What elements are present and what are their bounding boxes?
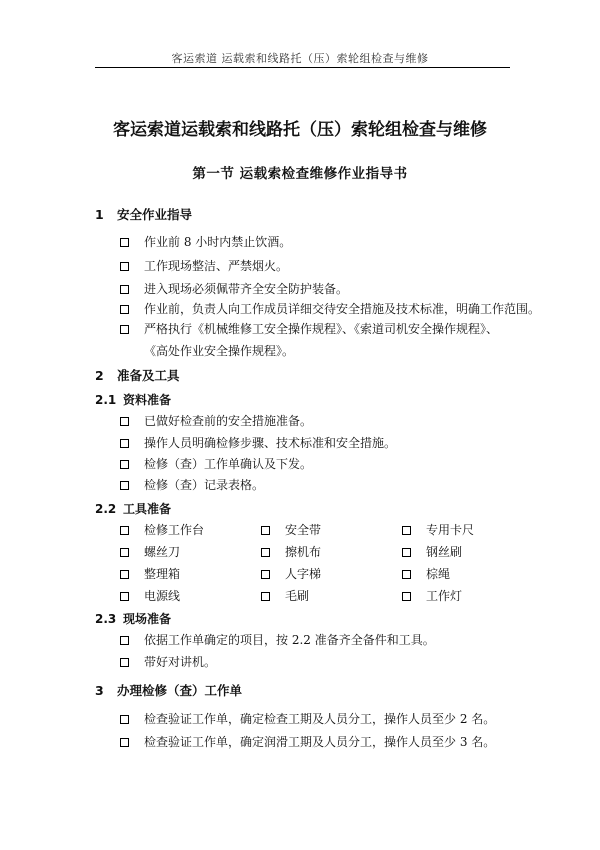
- checkbox-icon: [120, 526, 129, 535]
- header-rule: [95, 67, 510, 68]
- checkbox-icon: [120, 238, 129, 247]
- section-number: 3: [95, 683, 104, 698]
- subsection-number: 2.3: [95, 612, 117, 626]
- section-number: 1: [95, 207, 104, 222]
- checkbox-icon: [120, 262, 129, 271]
- subsection-title: 现场准备: [123, 612, 172, 626]
- subsection-2-2-heading: [95, 500, 171, 517]
- section-title: 安全作业指导: [117, 207, 193, 222]
- section-title: 办理检修（查）工作单: [117, 683, 243, 698]
- checkbox-icon: [120, 592, 129, 601]
- checkbox-icon: [120, 481, 129, 490]
- checkbox-icon: [120, 636, 129, 645]
- checkbox-icon: [261, 526, 270, 535]
- section-1-heading: [95, 205, 192, 223]
- checkbox-icon: [402, 548, 411, 557]
- checkbox-icon: [402, 570, 411, 579]
- subsection-title: 工具准备: [123, 502, 172, 516]
- document-title: 客运索道运载索和线路托（压）索轮组检查与维修: [113, 120, 487, 140]
- section-3-heading: [95, 681, 242, 699]
- section-number: 2: [95, 368, 104, 383]
- checkbox-icon: [120, 548, 129, 557]
- section-title: 准备及工具: [117, 368, 180, 383]
- checkbox-icon: [261, 592, 270, 601]
- subsection-title: 资料准备: [123, 393, 172, 407]
- section-2-heading: [95, 366, 180, 384]
- checkbox-icon: [120, 570, 129, 579]
- checkbox-icon: [120, 658, 129, 667]
- section-subtitle: 第一节 运载索检查维修作业指导书: [192, 166, 408, 182]
- header-text: 客运索道 运载索和线路托（压）索轮组检查与维修: [171, 52, 429, 65]
- checkbox-icon: [261, 548, 270, 557]
- subsection-number: 2.2: [95, 502, 117, 516]
- subsection-2-3-heading: [95, 610, 171, 627]
- checkbox-icon: [120, 325, 129, 334]
- checkbox-icon: [120, 738, 129, 747]
- checkbox-icon: [120, 439, 129, 448]
- checkbox-icon: [261, 570, 270, 579]
- checkbox-icon: [120, 460, 129, 469]
- checkbox-icon: [120, 285, 129, 294]
- checkbox-icon: [120, 305, 129, 314]
- checkbox-icon: [402, 592, 411, 601]
- checkbox-icon: [402, 526, 411, 535]
- subsection-2-1-heading: [95, 391, 171, 408]
- checkbox-icon: [120, 715, 129, 724]
- checkbox-icon: [120, 417, 129, 426]
- subsection-number: 2.1: [95, 393, 117, 407]
